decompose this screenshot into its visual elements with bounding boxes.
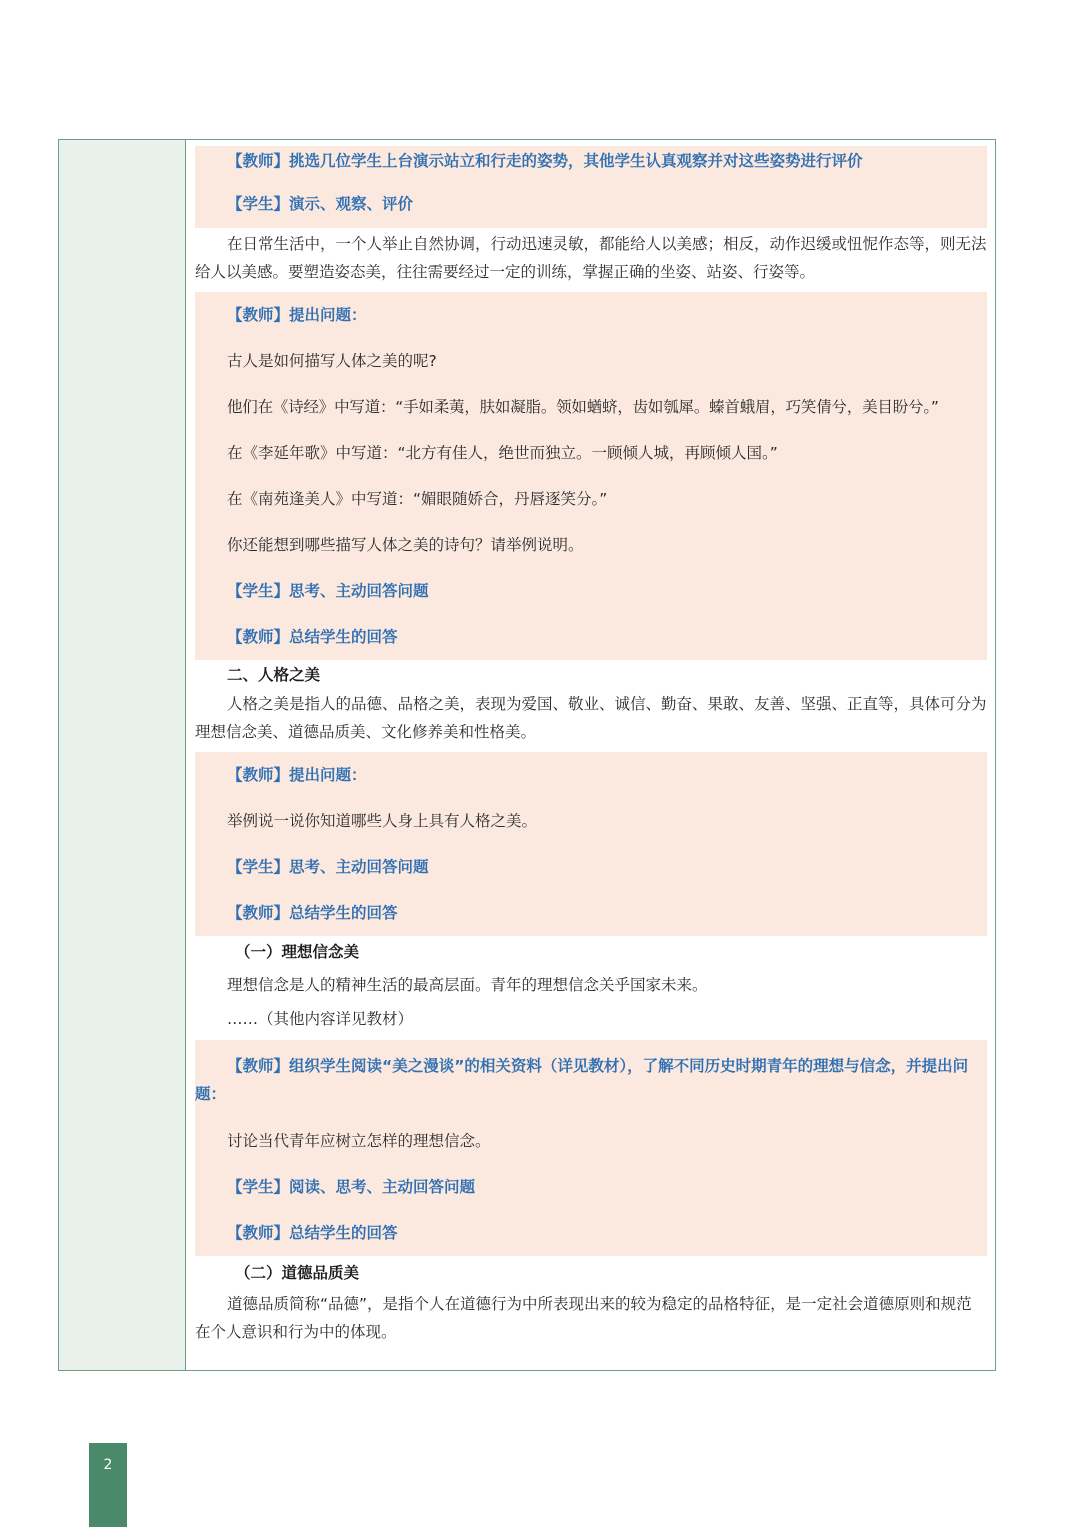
section-heading: 二、人格之美 [227, 666, 321, 684]
teacher-summary: 【教师】总结学生的回答 [227, 628, 398, 646]
poem-quote-nanyuan: 在《南苑逢美人》中写道：“媚眼随娇合，丹唇逐笑分。” [227, 490, 608, 508]
activity-block-poetry [195, 292, 987, 660]
subsection-heading: （二）道德品质美 [235, 1264, 360, 1282]
teacher-instruction: 【教师】挑选几位学生上台演示站立和行走的姿势，其他学生认真观察并对这些姿势进行评价 [227, 152, 863, 170]
question-line: 举例说一说你知道哪些人身上具有人格之美。 [227, 812, 538, 830]
table-side-column [59, 140, 186, 1370]
student-activity: 【学生】思考、主动回答问题 [227, 582, 429, 600]
student-activity: 【学生】阅读、思考、主动回答问题 [227, 1178, 476, 1196]
question-line: 你还能想到哪些描写人体之美的诗句？请举例说明。 [227, 536, 584, 554]
lesson-table [58, 139, 996, 1371]
paragraph-posture: 在日常生活中，一个人举止自然协调，行动迅速灵敏，都能给人以美感；相反，动作迟缓或忸怩作态等，则无法给人以美感。要塑造姿态美，往往需要经过一定的训练，掌握正确的坐姿、站姿、行姿等。 [195, 235, 987, 281]
teacher-question: 【教师】提出问题： [227, 766, 367, 784]
page-number: 2 [103, 1457, 113, 1473]
teacher-summary: 【教师】总结学生的回答 [227, 904, 398, 922]
paragraph-see-textbook: ……（其他内容详见教材） [227, 1010, 414, 1028]
subsection-heading: （一）理想信念美 [235, 943, 360, 961]
question-line: 古人是如何描写人体之美的呢? [227, 352, 437, 370]
student-activity: 【学生】演示、观察、评价 [227, 195, 414, 213]
activity-block-personality [195, 752, 987, 936]
paragraph-personality: 人格之美是指人的品德、品格之美，表现为爱国、敬业、诚信、勤奋、果敢、友善、坚强、正直等，具体可分为理想信念美、道德品质美、文化修养美和性格美。 [195, 695, 987, 741]
paragraph-ideals: 理想信念是人的精神生活的最高层面。青年的理想信念关乎国家未来。 [227, 976, 708, 994]
question-line: 讨论当代青年应树立怎样的理想信念。 [227, 1132, 491, 1150]
student-activity: 【学生】思考、主动回答问题 [227, 858, 429, 876]
teacher-instruction: 【教师】组织学生阅读“美之漫谈”的相关资料（详见教材），了解不同历史时期青年的理想与信念，并提出问题： [195, 1057, 969, 1103]
activity-block-posture [195, 146, 987, 228]
teacher-summary: 【教师】总结学生的回答 [227, 1224, 398, 1242]
paragraph-morality: 道德品质简称“品德”，是指个人在道德行为中所表现出来的较为稳定的品格特征，是一定社会道德原则和规范在个人意识和行为中的体现。 [195, 1295, 972, 1341]
page-number-tab [89, 1443, 127, 1527]
poem-quote-liyannian: 在《李延年歌》中写道：“北方有佳人，绝世而独立。一顾倾人城，再顾倾人国。” [227, 444, 778, 462]
activity-block-ideals [195, 1040, 987, 1256]
poem-quote-shijing: 他们在《诗经》中写道：“手如柔荑，肤如凝脂。领如蝤蛴，齿如瓠犀。螓首蛾眉，巧笑倩兮，美目盼兮。” [227, 398, 939, 416]
table-content-column [186, 140, 995, 1370]
teacher-question: 【教师】提出问题： [227, 306, 367, 324]
